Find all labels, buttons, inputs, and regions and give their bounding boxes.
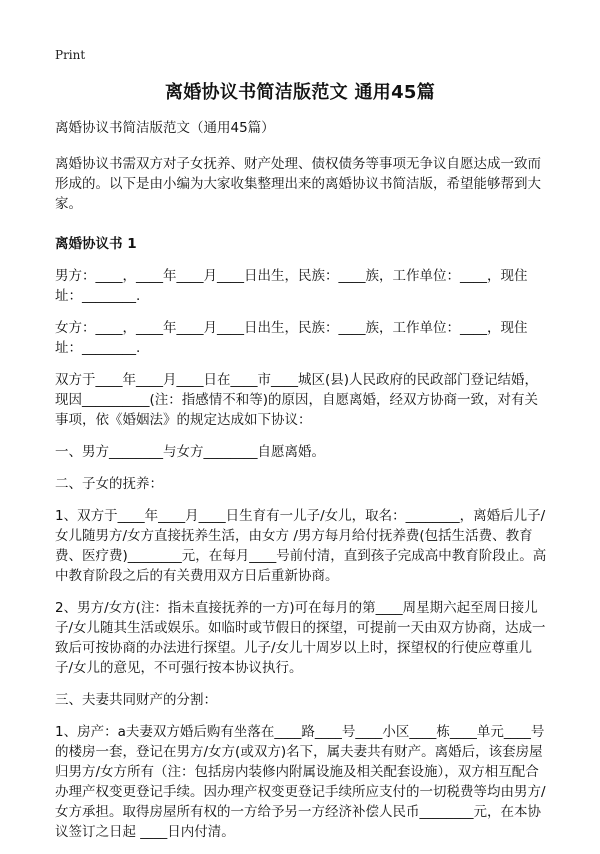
paragraph-female-party: 女方：____，____年____月____日出生，民族：____族，工作单位：____，现住址：________. [55,320,528,356]
page-title: 离婚协议书简洁版范文 通用45篇 [164,82,436,103]
paragraph-clause-one: 一、男方________与女方________自愿离婚。 [55,444,325,460]
print-link[interactable]: Print [55,48,86,62]
document-subtitle: 离婚协议书简洁版范文（通用45篇） [55,120,275,136]
paragraph-clause-two-heading: 二、子女的抚养： [55,476,163,492]
paragraph-property: 1、房产：a夫妻双方婚后购有坐落在____路____号____小区____栋____单元____号的楼房一套，登记在男方/女方(或双方)名下，属夫妻共有财产。离婚后，该套房屋归男方/女方所有（注：包括房内装修内附属设施及相关配套设施），双方相互配合办理产权变更登记手续。因办理产权变更登记手续所应支付的一切税费等均由男方/女方承担。取得房屋所有权的一方给予另一方经济补偿人民币________元，在本协议签订之日起 ____日内付清。 [55,724,546,840]
section-heading: 离婚协议书 1 [55,236,137,252]
paragraph-marriage-registration: 双方于____年____月____日在____市____城区(县)人民政府的民政部门登记结婚，现因__________(注：指感情不和等)的原因，自愿离婚，经双方协商一致，对有关事项，依《婚姻法》的规定达成如下协议： [55,372,539,428]
document-body [55,118,547,854]
paragraph-child-custody: 1、双方于____年____月____日生育有一儿子/女儿，取名：________，离婚后儿子/女儿随男方/女方直接抚养生活，由女方 /男方每月给付抚养费(包括生活费、教育费、医疗费)________元，在每月____号前付清，直到孩子完成高中教育阶段止。高中教育阶段之后的有关费用双方日后重新协商。 [55,508,547,584]
paragraph-clause-three-heading: 三、夫妻共同财产的分割： [55,692,217,708]
paragraph-male-party: 男方：____，____年____月____日出生，民族：____族，工作单位：____，现住址：________. [55,268,528,304]
paragraph-visitation: 2、男方/女方(注：指未直接抚养的一方)可在每月的第____周星期六起至周日接儿子/女儿随其生活或娱乐。如临时或节假日的探望，可提前一天由双方协商，达成一致后可按协商的办法进行探望。儿子/女儿十周岁以上时，探望权的行使应尊重儿子/女儿的意见，不可强行按本协议执行。 [55,600,546,676]
intro-paragraph: 离婚协议书需双方对子女抚养、财产处理、债权债务等事项无争议自愿达成一致而形成的。以下是由小编为大家收集整理出来的离婚协议书简洁版，希望能够帮到大家。 [55,156,541,212]
